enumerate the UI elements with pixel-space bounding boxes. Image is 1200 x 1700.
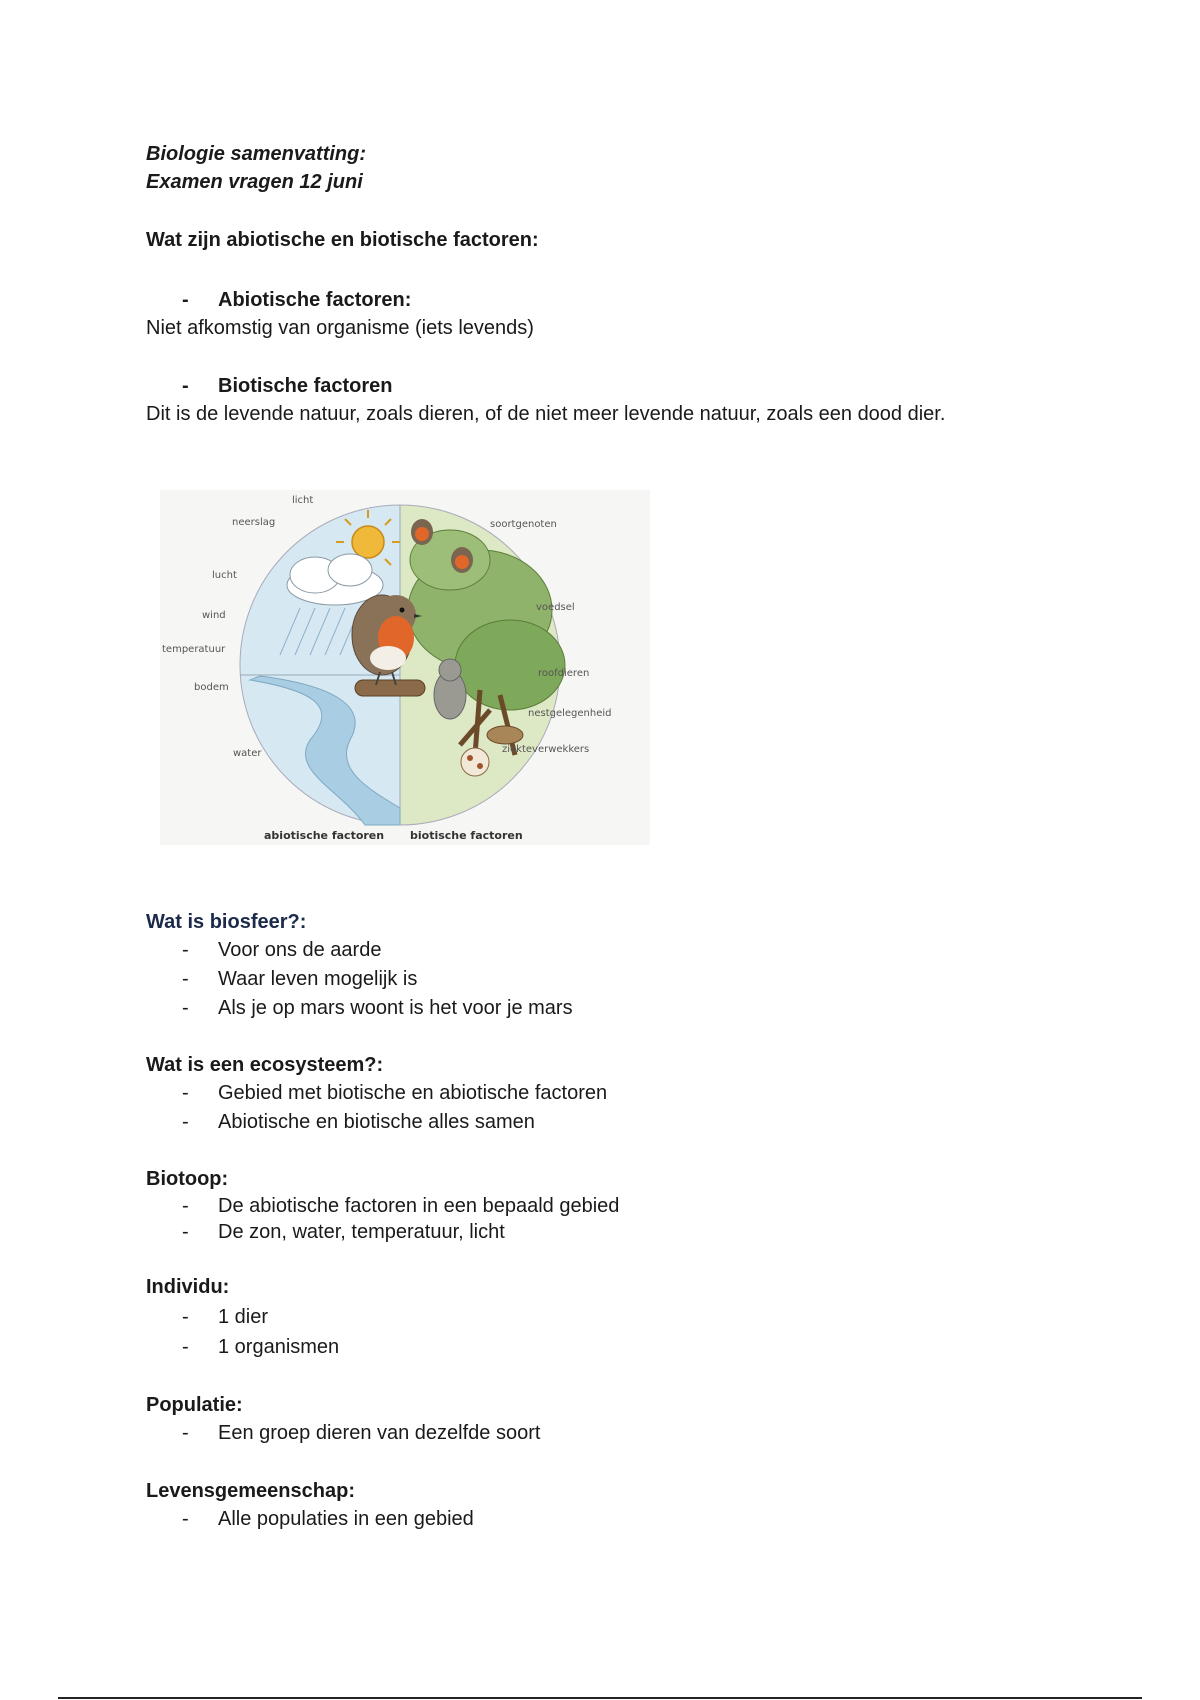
bullet-dash: -: [182, 375, 189, 397]
label-soortgenoten: soortgenoten: [490, 519, 557, 530]
section-biotoop: [146, 1165, 1106, 1245]
section-heading: Wat is biosfeer?:: [146, 911, 307, 933]
section-list: [146, 1193, 1106, 1245]
list-item: [146, 1301, 1106, 1333]
list-item: [146, 1419, 1106, 1448]
caption-abiotic: abiotische factoren: [264, 829, 385, 842]
factors-heading: Wat zijn abiotische en biotische factoren:: [146, 229, 539, 251]
list-item: [146, 1193, 1106, 1219]
bullet-dash: -: [182, 289, 189, 311]
label-ziekteverwekkers: ziekteverwekkers: [502, 744, 590, 755]
list-item: [146, 1079, 1106, 1108]
list-item: [146, 965, 1106, 994]
section-levensgemeenschap: [146, 1477, 1106, 1534]
section-populatie: [146, 1391, 1106, 1448]
caption-biotic: biotische factoren: [410, 829, 523, 842]
bullet-dash: -: [182, 1221, 189, 1243]
section-heading: Individu:: [146, 1276, 230, 1298]
bullet-dash: -: [182, 1336, 189, 1358]
list-item: [146, 1219, 1106, 1245]
section-heading: Biotoop:: [146, 1168, 229, 1190]
list-item-text: 1 organismen: [218, 1336, 340, 1358]
label-licht: licht: [292, 495, 314, 506]
bullet-dash: -: [182, 1306, 189, 1328]
bullet-dash: -: [182, 1082, 189, 1104]
list-item-text: Als je op mars woont is het voor je mars: [218, 997, 573, 1019]
list-item-text: Waar leven mogelijk is: [218, 968, 418, 990]
label-voedsel: voedsel: [536, 602, 575, 613]
nest-icon: [487, 726, 523, 744]
list-item: [146, 1505, 1106, 1534]
list-item-text: Een groep dieren van dezelfde soort: [218, 1422, 541, 1444]
list-item-text: De zon, water, temperatuur, licht: [218, 1221, 505, 1243]
section-individu: [146, 1273, 1106, 1361]
label-roofdieren: roofdieren: [538, 668, 590, 679]
bullet-dash: -: [182, 1195, 189, 1217]
list-item-text: Voor ons de aarde: [218, 939, 382, 961]
list-item-text: Gebied met biotische en abiotische factoren: [218, 1082, 608, 1104]
document-page: [146, 140, 1106, 428]
bullet-dash: -: [182, 1422, 189, 1444]
label-lucht: lucht: [212, 570, 237, 581]
section-heading: Populatie:: [146, 1394, 243, 1416]
list-item: [146, 1333, 1106, 1361]
list-item-text: De abiotische factoren in een bepaald gebied: [218, 1195, 620, 1217]
factors-illustration: [160, 490, 650, 845]
label-neerslag: neerslag: [232, 517, 276, 528]
bullet-dash: -: [182, 968, 189, 990]
label-wind: wind: [202, 610, 226, 621]
biotic-label: Biotische factoren: [218, 375, 393, 397]
bullet-dash: -: [182, 997, 189, 1019]
bullet-dash: -: [182, 939, 189, 961]
section-heading: Levensgemeenschap:: [146, 1480, 355, 1502]
factors-diagram-svg: [160, 490, 650, 845]
biotic-text: Dit is de levende natuur, zoals dieren, of de niet meer levende natuur, zoals een dood dier.: [146, 403, 946, 425]
microbe-icon: [461, 748, 489, 776]
cat-icon: [434, 659, 466, 719]
definitions-block: [146, 908, 1106, 1534]
list-item-text: Abiotische en biotische alles samen: [218, 1111, 535, 1133]
list-item: [146, 936, 1106, 965]
biotic-bullet: [146, 372, 1106, 400]
section-list: [146, 1419, 1106, 1448]
section-heading: Wat is een ecosysteem?:: [146, 1054, 384, 1076]
section-ecosysteem: [146, 1051, 1106, 1137]
label-temperatuur: temperatuur: [162, 644, 226, 655]
label-bodem: bodem: [194, 682, 229, 693]
section-list: [146, 1301, 1106, 1361]
abiotic-label: Abiotische factoren:: [218, 289, 412, 311]
section-biosfeer: [146, 908, 1106, 1023]
list-item: [146, 1108, 1106, 1137]
abiotic-text: Niet afkomstig van organisme (iets levends): [146, 317, 534, 339]
label-nestgelegenheid: nestgelegenheid: [528, 708, 612, 719]
doc-title-line2: Examen vragen 12 juni: [146, 171, 363, 193]
list-item-text: Alle populaties in een gebied: [218, 1508, 474, 1530]
doc-title-line1: Biologie samenvatting:: [146, 143, 367, 165]
bullet-dash: -: [182, 1111, 189, 1133]
section-list: [146, 1505, 1106, 1534]
abiotic-bullet: [146, 286, 1106, 314]
list-item-text: 1 dier: [218, 1306, 269, 1328]
section-list: [146, 936, 1106, 1023]
label-water: water: [233, 748, 262, 759]
cloud-icon: [287, 554, 383, 605]
list-item: [146, 994, 1106, 1023]
section-list: [146, 1079, 1106, 1137]
bullet-dash: -: [182, 1508, 189, 1530]
page-bottom-rule: [58, 1697, 1142, 1699]
